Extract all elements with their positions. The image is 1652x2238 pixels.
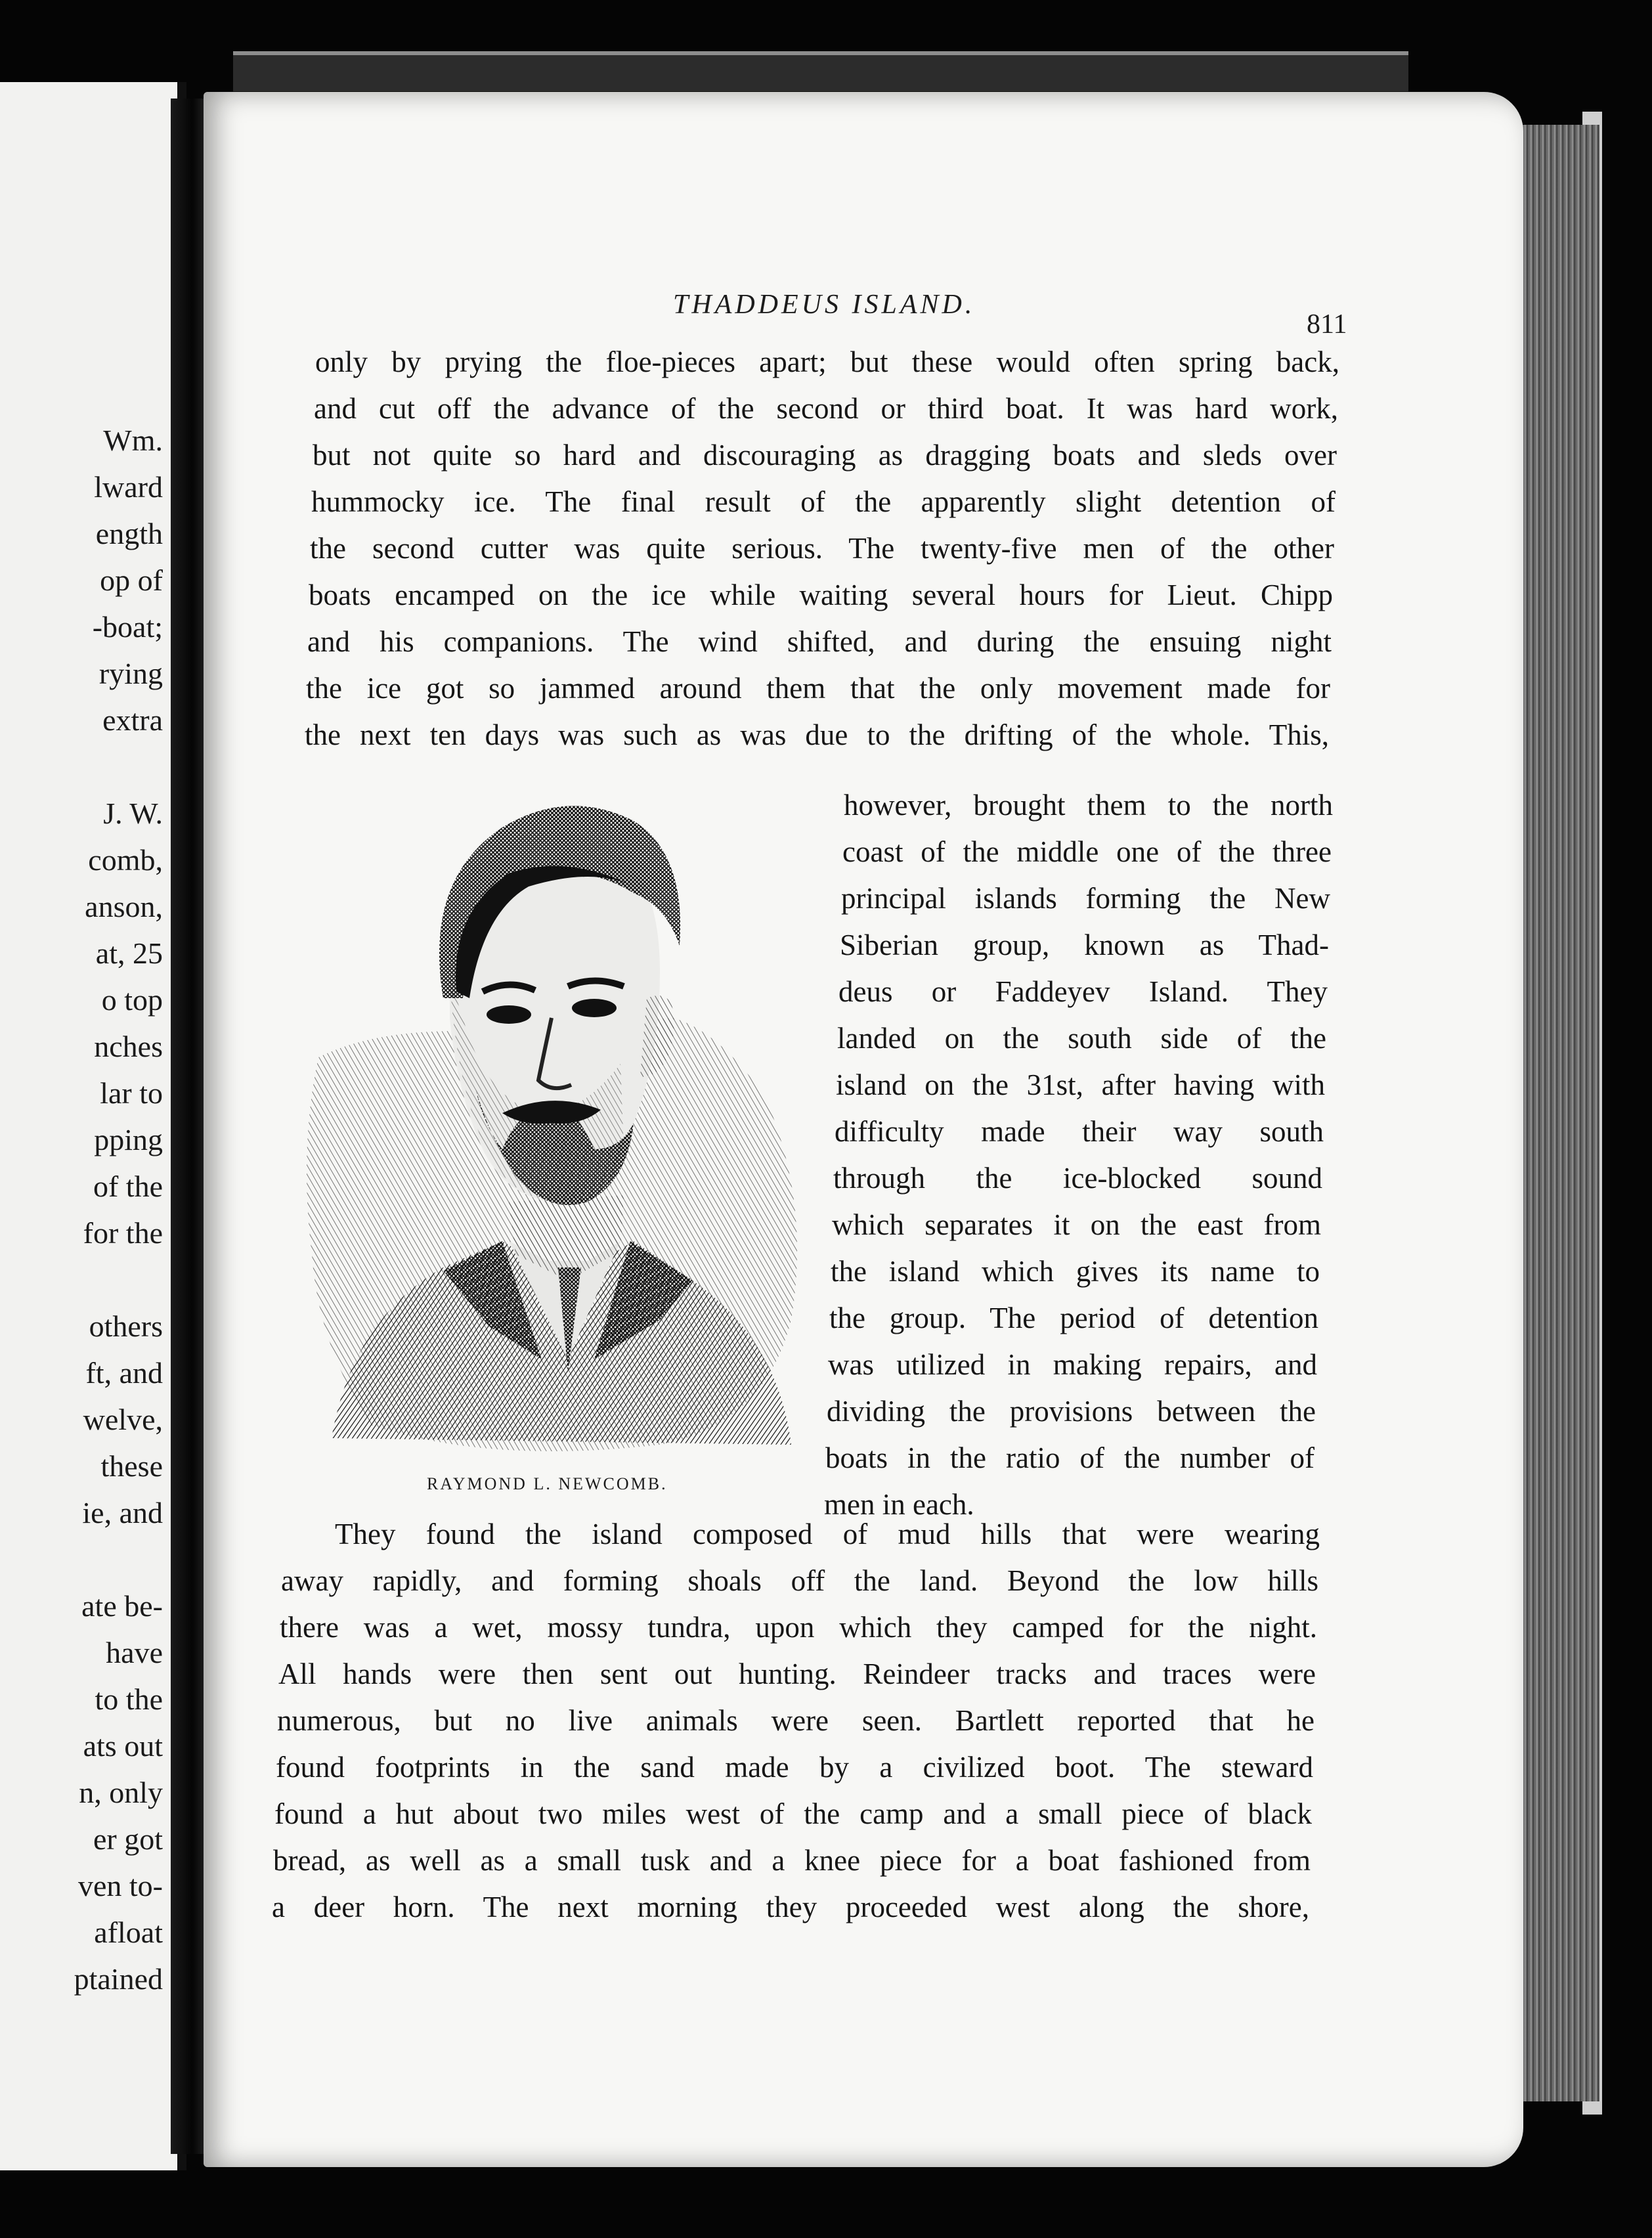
text-line: deus or Faddeyev Island. They: [838, 975, 1328, 1008]
text-line: found footprints in the sand made by a civilized boot. The steward: [276, 1751, 1313, 1784]
left-fragment: to the: [95, 1682, 163, 1716]
text-line: and his companions. The wind shifted, and during the ensuing night: [307, 625, 1332, 658]
left-fragment: op of: [100, 563, 163, 597]
left-fragment: ft, and: [85, 1356, 163, 1390]
text-line: hummocky ice. The final result of the apparently slight detention of: [311, 485, 1336, 518]
left-fragment: [0, 743, 171, 790]
left-fragment: comb,: [88, 843, 163, 877]
left-fragment: ength: [95, 517, 163, 550]
book-cover-edge: [233, 51, 1408, 94]
left-fragment: afloat: [94, 1916, 163, 1949]
left-page-text-fragments: [0, 417, 171, 2002]
left-fragment: rying: [98, 657, 163, 690]
text-line: bread, as well as a small tusk and a knee piece for a boat fashioned from: [273, 1844, 1311, 1877]
left-fragment: extra: [102, 703, 163, 737]
portrait-illustration: [292, 781, 817, 1464]
text-line: the ice got so jammed around them that the only movement made for: [306, 672, 1330, 705]
left-fragment: lar to: [100, 1076, 163, 1110]
left-fragment: have: [106, 1636, 163, 1669]
left-fragment: pping: [94, 1123, 163, 1156]
left-fragment: anson,: [85, 890, 163, 923]
text-line: the island which gives its name to: [831, 1255, 1320, 1288]
left-fragment: ven to-: [77, 1869, 163, 1902]
text-line: island on the 31st, after having with: [836, 1068, 1325, 1101]
text-line: and cut off the advance of the second or third boat. It was hard work,: [314, 392, 1338, 425]
portrait-caption: RAYMOND L. NEWCOMB.: [427, 1474, 668, 1493]
text-line: landed on the south side of the: [837, 1022, 1326, 1055]
left-fragment: J. W.: [103, 797, 163, 830]
left-fragment: ats out: [83, 1729, 163, 1763]
text-line: boats encamped on the ice while waiting several hours for Lieut. Chipp: [309, 579, 1333, 611]
left-fragment: [0, 1536, 171, 1583]
text-line: dividing the provisions between the: [827, 1395, 1316, 1428]
text-line: All hands were then sent out hunting. Reindeer tracks and traces were: [278, 1657, 1316, 1690]
text-line: principal islands forming the New: [841, 882, 1330, 915]
left-fragment: er got: [93, 1822, 163, 1856]
left-fragment: Wm.: [103, 424, 163, 457]
left-fragment: lward: [94, 470, 163, 504]
text-line: found a hut about two miles west of the camp and a small piece of black: [274, 1797, 1312, 1830]
text-line: however, brought them to the north: [844, 789, 1333, 822]
text-line: the next ten days was such as was due to the drifting of the whole. This,: [305, 718, 1329, 751]
left-fragment: ie, and: [82, 1496, 163, 1529]
left-fragment: for the: [83, 1216, 163, 1250]
left-fragment: n, only: [79, 1776, 163, 1809]
text-line: away rapidly, and forming shoals off the land. Beyond the low hills: [281, 1564, 1318, 1597]
text-line: there was a wet, mossy tundra, upon which they camped for the night.: [280, 1611, 1317, 1644]
running-head: THADDEUS ISLAND.: [673, 290, 976, 320]
left-fragment: ptained: [74, 1962, 163, 1996]
left-facing-page: [0, 82, 186, 2170]
text-line: a deer horn. The next morning they proceeded west along the shore,: [272, 1891, 1309, 1923]
text-line: numerous, but no live animals were seen. Bartlett reported that he: [277, 1704, 1315, 1737]
left-fragment: these: [100, 1449, 163, 1483]
text-line: was utilized in making repairs, and: [828, 1348, 1317, 1381]
text-line: the group. The period of detention: [829, 1302, 1318, 1334]
left-fragment: ate be-: [81, 1589, 163, 1623]
text-line: which separates it on the east from: [832, 1208, 1321, 1241]
book-gutter: [171, 99, 207, 2154]
left-fragment: others: [89, 1309, 163, 1343]
portrait-engraving: [292, 781, 817, 1464]
left-fragment: of the: [93, 1170, 163, 1203]
text-line: through the ice-blocked sound: [833, 1162, 1322, 1195]
page-number: 811: [1307, 309, 1347, 340]
text-line: men in each.: [824, 1488, 974, 1521]
text-line: only by prying the floe-pieces apart; but these would often spring back,: [315, 345, 1339, 378]
left-fragment: welve,: [83, 1403, 163, 1436]
text-line: difficulty made their way south: [835, 1115, 1324, 1148]
left-fragment: -boat;: [92, 610, 163, 644]
text-line: coast of the middle one of the three: [842, 835, 1332, 868]
text-line: Siberian group, known as Thad-: [840, 929, 1329, 961]
left-fragment: o top: [101, 983, 163, 1017]
left-fragment: nches: [94, 1030, 163, 1063]
text-line: boats in the ratio of the number of: [825, 1441, 1315, 1474]
text-line: the second cutter was quite serious. The twenty-five men of the other: [310, 532, 1334, 565]
text-line: but not quite so hard and discouraging as dragging boats and sleds over: [313, 439, 1337, 472]
left-fragment: at, 25: [95, 936, 163, 970]
text-line: They found the island composed of mud hills that were wearing: [335, 1518, 1320, 1550]
left-fragment: [0, 1256, 171, 1303]
